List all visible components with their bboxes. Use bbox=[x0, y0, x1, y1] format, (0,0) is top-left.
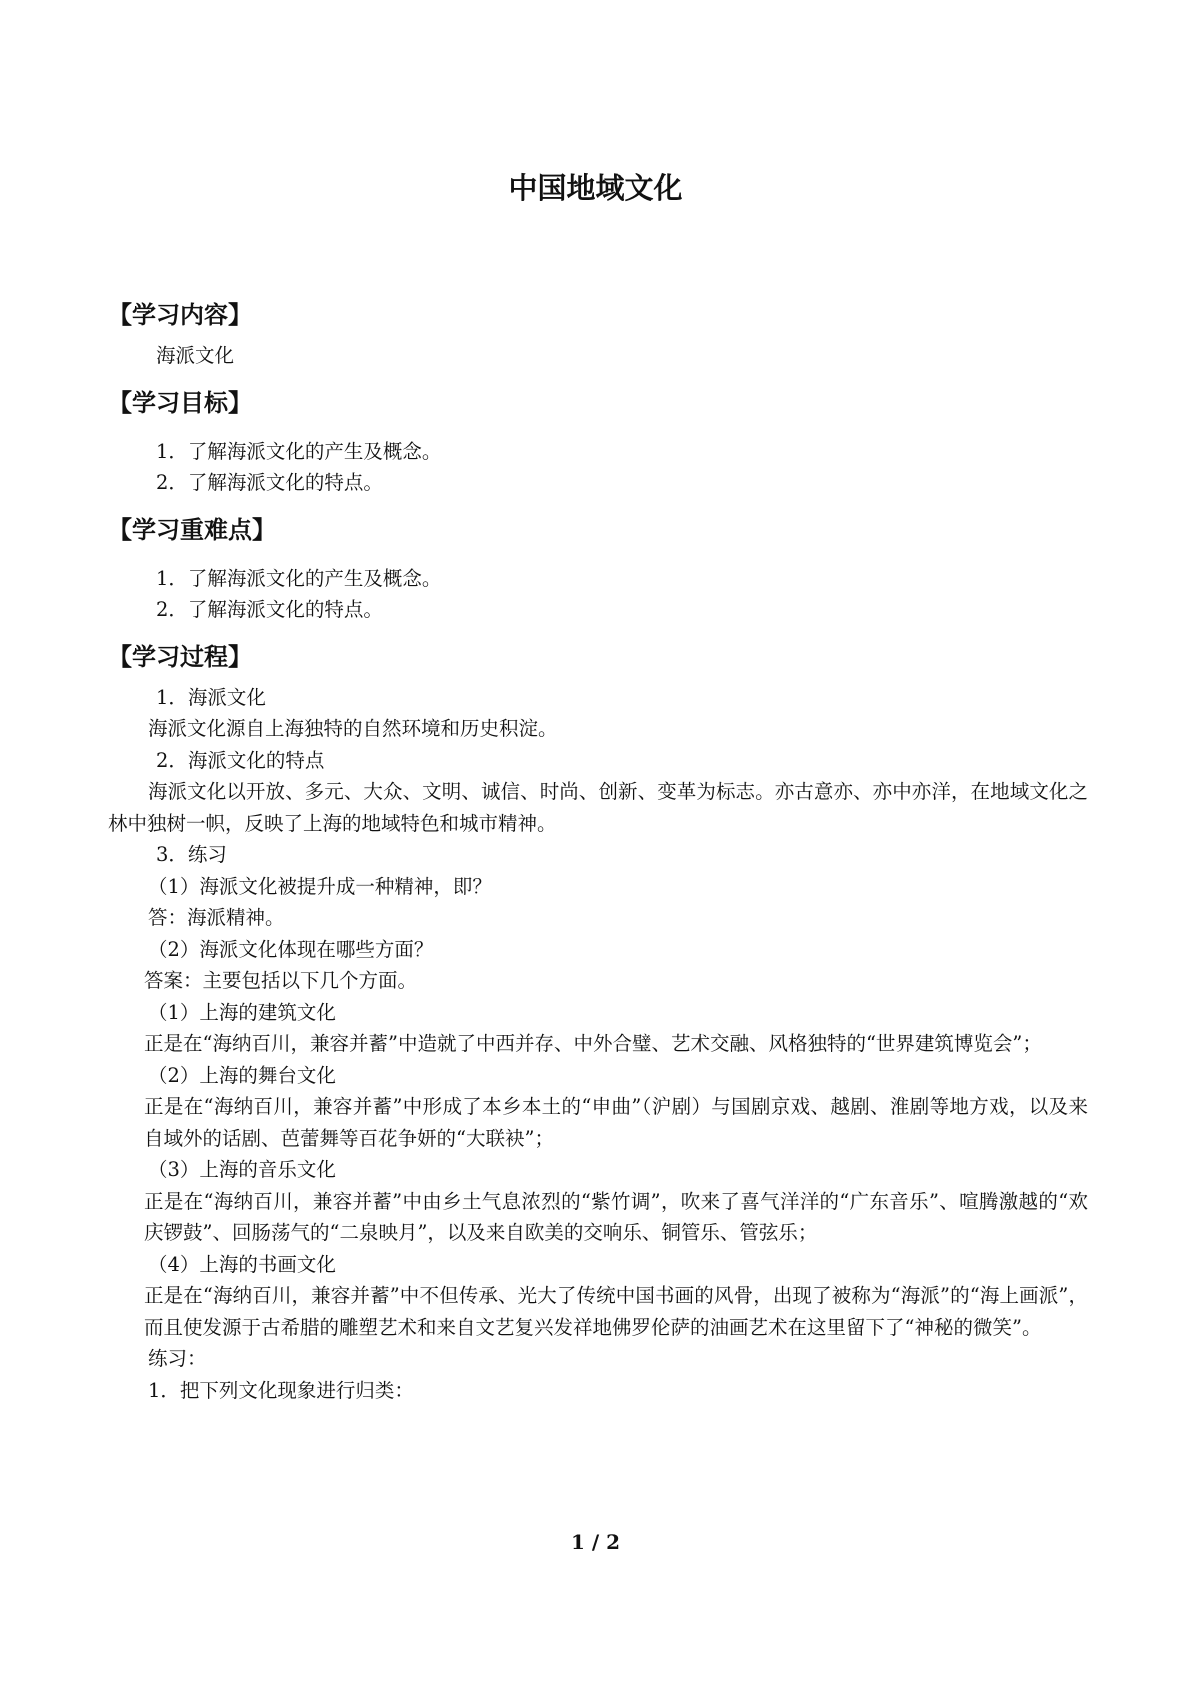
exercise-question: （1）海派文化被提升成一种精神，即？ bbox=[148, 874, 492, 898]
section-heading-key-points: 【学习重难点】 bbox=[108, 515, 276, 544]
sub-heading: （2）上海的舞台文化 bbox=[148, 1063, 336, 1087]
sub-text: 正是在“海纳百川，兼容并蓄”中不但传承、光大了传统中国书画的风骨，出现了被称为“海派”的“海上画派”，而且使发源于古希腊的雕塑艺术和来自文艺复兴发祥地佛罗伦萨的油画艺术在这里留下了“神秘的微笑”。 bbox=[144, 1284, 1088, 1339]
exercise-answer: 答：海派精神。 bbox=[148, 906, 285, 929]
section-heading-content: 【学习内容】 bbox=[108, 301, 252, 329]
section-heading-process: 【学习过程】 bbox=[108, 642, 252, 671]
sub-text: 正是在“海纳百川，兼容并蓄”中造就了中西并存、中外合璧、艺术交融、风格独特的“世界建筑博览会”； bbox=[144, 1032, 1042, 1055]
process-subtitle: 3．练习 bbox=[156, 843, 227, 866]
sub-text: 正是在“海纳百川，兼容并蓄”中由乡土气息浓烈的“紫竹调”，吹来了喜气洋洋的“广东音乐”、喧腾激越的“欢庆锣鼓”、回肠荡气的“二泉映月”，以及来自欧美的交响乐、铜管乐、管弦乐； bbox=[144, 1189, 1088, 1244]
exercise-question: （2）海派文化体现在哪些方面？ bbox=[148, 937, 434, 961]
sub-text: 正是在“海纳百川，兼容并蓄”中形成了本乡本土的“申曲”（沪剧）与国剧京戏、越剧、淮剧等地方戏，以及来自域外的话剧、芭蕾舞等百花争妍的“大联袂”； bbox=[144, 1095, 1088, 1150]
content-text: 海派文化 bbox=[156, 344, 235, 367]
process-subtitle: 2．海派文化的特点 bbox=[156, 748, 325, 772]
document-body bbox=[108, 298, 1088, 1406]
key-point-item: 1．了解海派文化的产生及概念。 bbox=[156, 566, 442, 590]
sub-heading: （1）上海的建筑文化 bbox=[148, 1000, 336, 1024]
sub-heading: （4）上海的书画文化 bbox=[148, 1252, 336, 1276]
page-number: 1 / 2 bbox=[570, 1530, 621, 1554]
process-text: 海派文化源自上海独特的自然环境和历史积淀。 bbox=[148, 717, 558, 740]
exercise-label: 练习： bbox=[148, 1347, 207, 1370]
page-title: 中国地域文化 bbox=[508, 171, 683, 205]
key-point-item: 2．了解海派文化的特点。 bbox=[156, 598, 383, 621]
sub-heading: （3）上海的音乐文化 bbox=[148, 1158, 336, 1181]
objective-item: 1．了解海派文化的产生及概念。 bbox=[156, 439, 442, 463]
objective-item: 2．了解海派文化的特点。 bbox=[156, 471, 383, 494]
process-text: 海派文化以开放、多元、大众、文明、诚信、时尚、创新、变革为标志。亦古意亦、亦中亦洋，在地域文化之林中独树一帜，反映了上海的地域特色和城市精神。 bbox=[108, 780, 1088, 835]
exercise-answer: 答案：主要包括以下几个方面。 bbox=[144, 969, 418, 992]
process-subtitle: 1．海派文化 bbox=[156, 685, 266, 709]
section-heading-objectives: 【学习目标】 bbox=[108, 388, 252, 417]
exercise-question: 1．把下列文化现象进行归类： bbox=[148, 1378, 414, 1402]
